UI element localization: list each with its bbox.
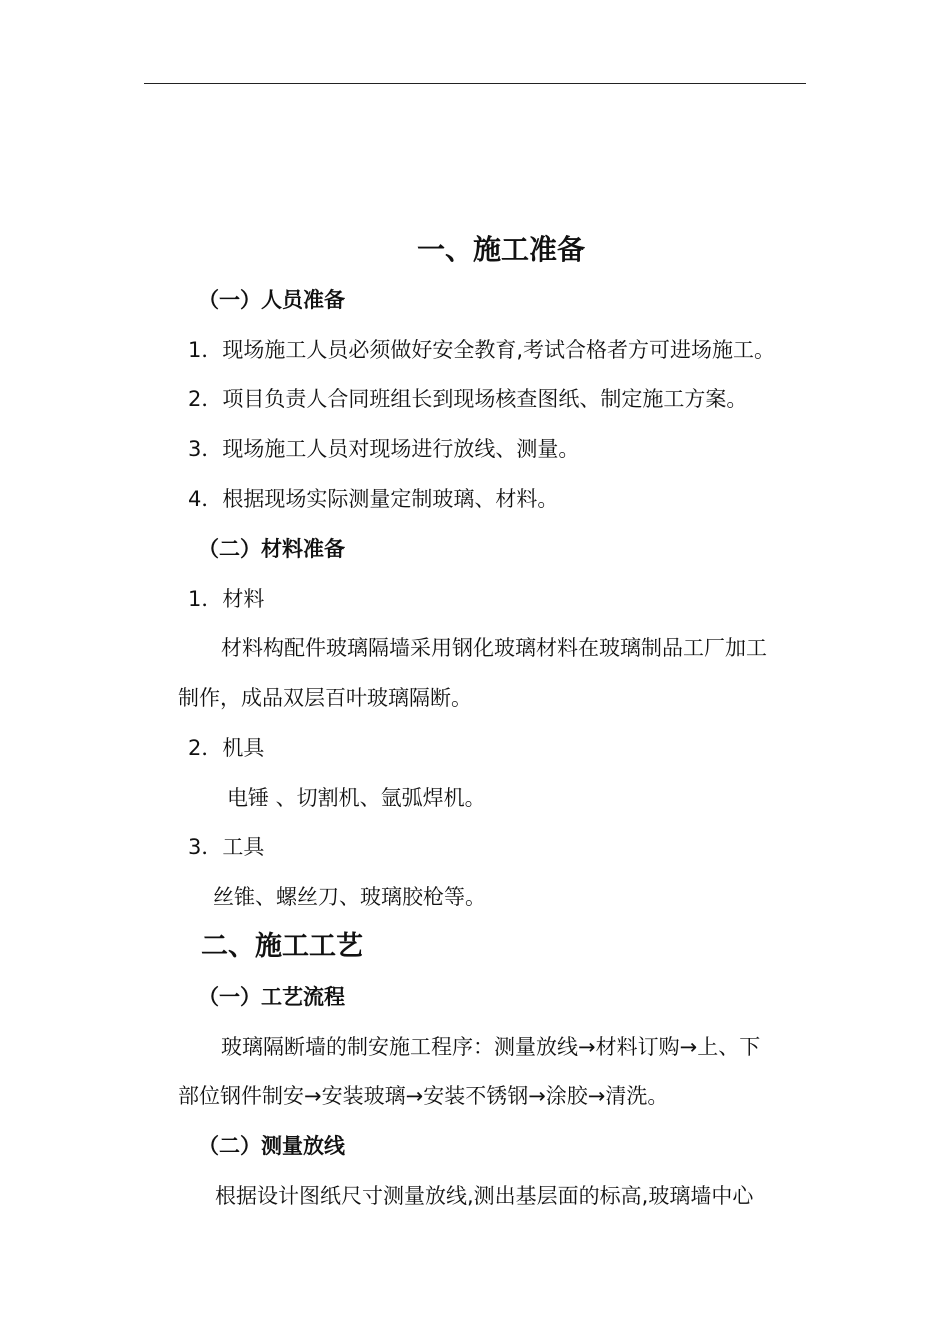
materials-paragraph-line1: 材料构配件玻璃隔墙采用钢化玻璃材料在玻璃制品工厂加工 [221, 636, 767, 660]
subheading-materials: （二）材料准备 [198, 537, 345, 561]
item-tools: 3．工具 [188, 835, 265, 859]
subheading-process-flow: （一）工艺流程 [198, 985, 345, 1009]
section-heading-1: 一、施工准备 [417, 233, 586, 266]
survey-paragraph-line1: 根据设计图纸尺寸测量放线,测出基层面的标高,玻璃墙中心 [215, 1184, 754, 1208]
header-rule [144, 83, 806, 84]
item-materials: 1．材料 [188, 587, 265, 611]
process-paragraph-line2: 部位钢件制安→安装玻璃→安装不锈钢→涂胶→清洗。 [178, 1084, 669, 1108]
item-machines: 2．机具 [188, 736, 265, 760]
subheading-personnel: （一）人员准备 [198, 288, 345, 312]
list-item: 2．项目负责人合同班组长到现场核查图纸、制定施工方案。 [188, 387, 748, 411]
section-heading-2: 二、施工工艺 [201, 931, 363, 962]
tools-text: 丝锥、螺丝刀、玻璃胶枪等。 [213, 885, 486, 909]
process-paragraph-line1: 玻璃隔断墙的制安施工程序：测量放线→材料订购→上、下 [221, 1035, 761, 1059]
subheading-survey: （二）测量放线 [198, 1134, 345, 1158]
list-item: 4．根据现场实际测量定制玻璃、材料。 [188, 487, 559, 511]
list-item: 1．现场施工人员必须做好安全教育,考试合格者方可进场施工。 [188, 338, 776, 362]
list-item: 3．现场施工人员对现场进行放线、测量。 [188, 437, 580, 461]
materials-paragraph-line2: 制作，成品双层百叶玻璃隔断。 [178, 686, 472, 710]
machines-text: 电锤 、切割机、氩弧焊机。 [227, 786, 486, 810]
